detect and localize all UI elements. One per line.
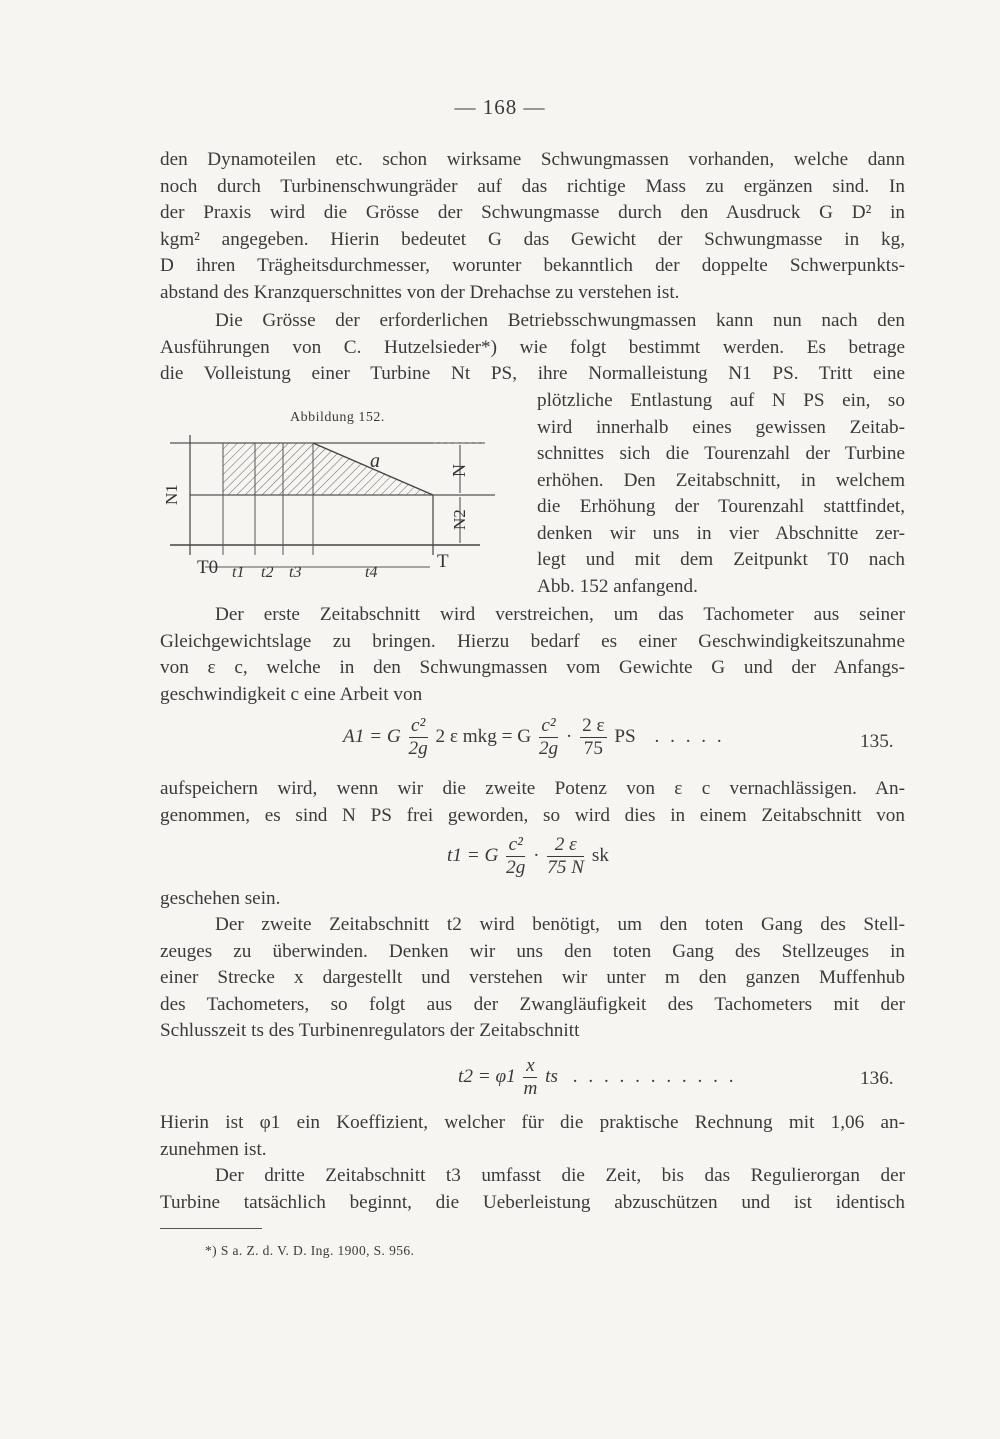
footnote-rule — [160, 1228, 262, 1229]
eq-unit: sk — [591, 844, 609, 866]
text-line: abstand des Kranzquerschnittes von der Drehachse zu verstehen ist. — [160, 281, 680, 303]
text-line: geschwindigkeit c eine Arbeit von — [160, 683, 423, 705]
eq-lhs: t1 = G — [447, 844, 499, 866]
numerator: c² — [409, 715, 428, 738]
numerator: 2 ε — [582, 715, 605, 736]
label-N1: N1 — [162, 484, 181, 505]
eq-mid: 2 ε mkg = G — [435, 725, 532, 747]
numerator: c² — [539, 715, 558, 738]
text-line: einer Strecke x dargestellt und verstehen wir unter m den ganzen Muffenhub — [160, 967, 905, 988]
fraction — [547, 834, 584, 879]
label-N: N — [449, 464, 469, 477]
text-line: legt und mit dem Zeitpunkt T0 nach — [537, 549, 905, 570]
paragraph-5 — [160, 886, 905, 913]
numerator: c² — [506, 834, 525, 857]
denominator: m — [523, 1078, 538, 1099]
text-line: plötzliche Entlastung auf N PS ein, so — [537, 390, 905, 411]
eq-leader: . . . . . — [654, 725, 725, 747]
paragraph-3 — [160, 602, 905, 708]
fraction — [523, 1055, 537, 1100]
text-line: schnittes sich die Tourenzahl der Turbine — [537, 443, 905, 464]
fraction — [506, 834, 525, 879]
text-line: Die Grösse der erforderlichen Betriebsschwungmassen kann nun nach den — [215, 310, 905, 331]
paragraph-2 — [160, 308, 905, 388]
equation-135 — [343, 715, 725, 760]
paragraph-8 — [160, 1163, 905, 1216]
eq-rhs: ts — [545, 1065, 558, 1087]
text-line: von ε c, welche in den Schwungmassen vom Gewichte G und der Anfangs- — [160, 657, 905, 678]
text-line: des Tachometers, so folgt aus der Zwangläufigkeit des Tachometers mit der — [160, 993, 905, 1015]
label-t2: t2 — [261, 564, 274, 581]
text-line: Gleichgewichtslage zu bringen. Hierzu bedarf es einer Geschwindigkeitszunahme — [160, 630, 905, 652]
denominator: 75 N — [547, 857, 585, 878]
text-line: Schlusszeit ts des Turbinenregulators der Zeitabschnitt — [160, 1020, 580, 1041]
fraction — [539, 715, 558, 760]
paragraph-4 — [160, 776, 905, 829]
label-t1: t1 — [232, 564, 245, 581]
text-line: noch durch Turbinenschwungräder auf das richtige Mass zu ergänzen sind. In — [160, 175, 905, 197]
text-line: D ihren Trägheitsdurchmesser, worunter bekanntlich der doppelte Schwerpunkts- — [160, 255, 905, 276]
text-line: denken wir uns in vier Abschnitte zer- — [537, 522, 905, 544]
text-line: zunehmen ist. — [160, 1138, 267, 1160]
paragraph-1 — [160, 147, 905, 306]
text-line: Ausführungen von C. Hutzelsieder*) wie folgt bestimmt werden. Es betrage — [160, 336, 905, 358]
numerator: x — [523, 1055, 537, 1078]
text-line: den Dynamoteilen etc. schon wirksame Schwungmassen vorhanden, welche dann — [160, 149, 905, 170]
eq-dot: · — [533, 844, 540, 866]
label-N2: N2 — [450, 509, 469, 530]
label-T0: T0 — [197, 557, 219, 578]
text-line: Der erste Zeitabschnitt wird verstreichen, um das Tachometer aus seiner — [215, 604, 905, 625]
eq-lhs: A1 = G — [343, 725, 401, 747]
paragraph-7 — [160, 1110, 905, 1163]
denominator: 2g — [506, 857, 526, 878]
eq-lhs: t2 = φ1 — [458, 1065, 516, 1087]
text-line: Der dritte Zeitabschnitt t3 umfasst die Zeit, bis das Regulierorgan der — [215, 1165, 905, 1186]
figure-caption: Abbildung 152. — [290, 410, 385, 425]
paragraph-6 — [160, 912, 905, 1045]
label-t3: t3 — [289, 564, 302, 581]
eq-dot: · — [565, 725, 573, 747]
eq-leader: . . . . . . . . . . . — [572, 1065, 737, 1087]
equation-number-136: 136. — [860, 1068, 894, 1089]
label-a: a — [370, 450, 380, 472]
paragraph-2-right-column — [537, 388, 905, 600]
denominator: 75 — [583, 738, 603, 759]
text-line: zeuges zu überwinden. Denken wir uns den toten Gang des Stellzeuges in — [160, 940, 905, 962]
text-line: Abb. 152 anfangend. — [537, 575, 698, 597]
fraction — [580, 715, 606, 760]
diagram — [162, 405, 515, 595]
text-line: die Volleistung einer Turbine Nt PS, ihre Normalleistung N1 PS. Tritt eine — [160, 363, 905, 384]
label-t4: t4 — [365, 564, 378, 581]
equation-t1 — [447, 834, 609, 879]
text-line: geschehen sein. — [160, 888, 281, 909]
text-line: genommen, es sind N PS frei geworden, so wird dies in einem Zeitabschnitt von — [160, 804, 905, 826]
text-line: wird innerhalb eines gewissen Zeitab- — [537, 416, 905, 438]
denominator: 2g — [538, 738, 559, 759]
fraction — [409, 715, 428, 760]
denominator: 2g — [408, 738, 428, 759]
text-line: aufspeichern wird, wenn wir die zweite Potenz von ε c vernachlässigen. An- — [160, 778, 905, 799]
equation-number-135: 135. — [860, 731, 894, 752]
text-line: Hierin ist φ1 ein Koeffizient, welcher für die praktische Rechnung mit 1,06 an- — [160, 1112, 905, 1133]
text-line: die Erhöhung der Tourenzahl stattfindet, — [537, 496, 905, 517]
numerator: 2 ε — [547, 834, 584, 857]
text-line: Turbine tatsächlich beginnt, die Ueberleistung abzuschützen und ist identisch — [160, 1191, 905, 1213]
footnote: *) S a. Z. d. V. D. Ing. 1900, S. 956. — [205, 1243, 415, 1258]
page-number: — 168 — — [454, 95, 546, 119]
text-line: der Praxis wird die Grösse der Schwungmasse durch den Ausdruck G D² in — [160, 202, 905, 223]
label-T: T — [437, 551, 449, 572]
text-line: kgm² angegeben. Hierin bedeutet G das Gewicht der Schwungmasse in kg, — [160, 228, 905, 250]
equation-136 — [458, 1055, 736, 1100]
text-line: Der zweite Zeitabschnitt t2 wird benötigt, um den toten Gang des Stell- — [215, 914, 905, 935]
figure-152 — [162, 405, 515, 595]
eq-unit: PS — [614, 725, 636, 747]
text-line: erhöhen. Den Zeitabschnitt, in welchem — [537, 469, 905, 491]
